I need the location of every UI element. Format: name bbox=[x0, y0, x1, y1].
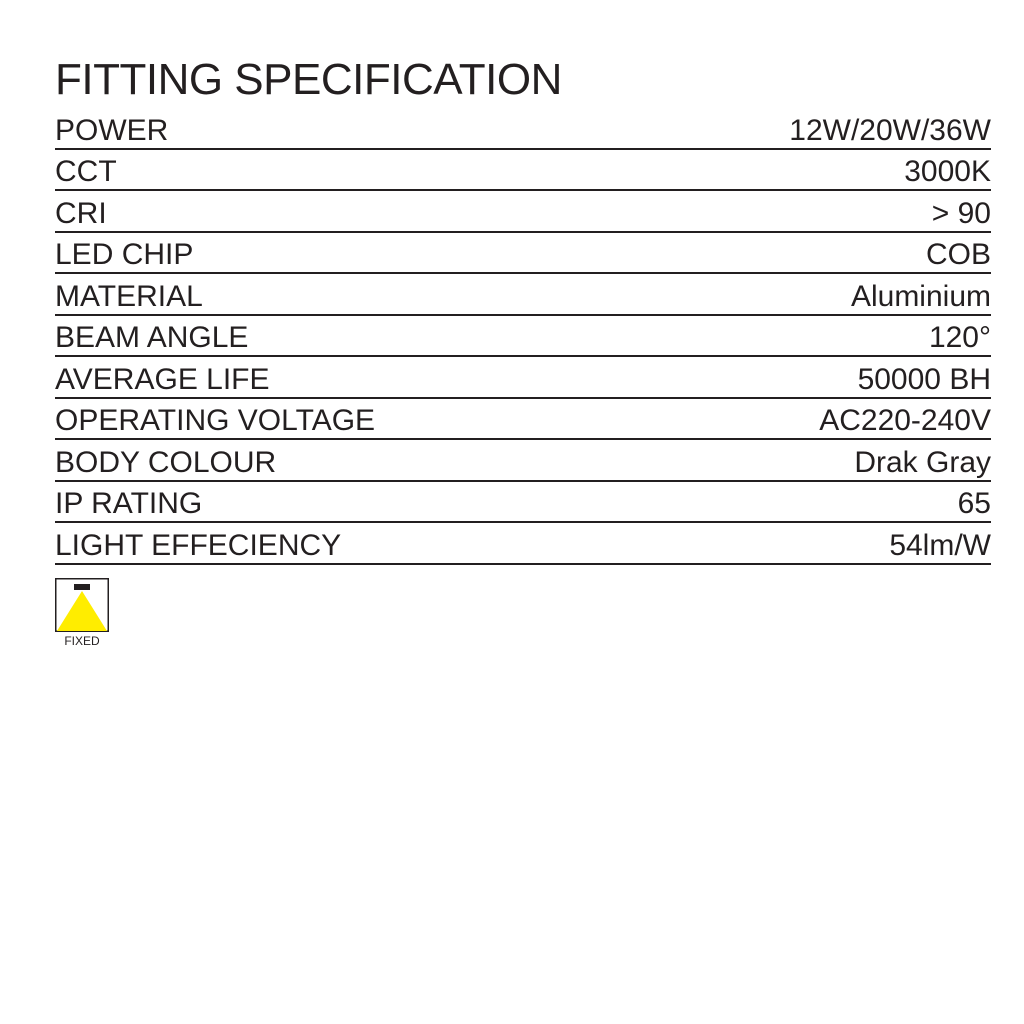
spec-value: 65 bbox=[957, 487, 991, 520]
spec-label: BODY COLOUR bbox=[55, 445, 277, 479]
spec-label: LIGHT EFFECIENCY bbox=[55, 528, 342, 562]
spec-row-cct bbox=[55, 150, 991, 192]
fixed-downlight-icon bbox=[55, 578, 109, 632]
spec-row-power bbox=[55, 108, 991, 150]
mount-type-badge bbox=[55, 578, 109, 648]
spec-label: MATERIAL bbox=[55, 279, 203, 313]
spec-value: Aluminium bbox=[850, 279, 991, 313]
spec-value: 50000 BH bbox=[857, 362, 991, 396]
spec-value: 54lm/W bbox=[889, 528, 991, 562]
spec-label: AVERAGE LIFE bbox=[55, 362, 270, 396]
spec-row-body-colour bbox=[55, 440, 991, 482]
spec-row-beam-angle bbox=[55, 316, 991, 358]
spec-row-led-chip bbox=[55, 233, 991, 275]
spec-row-light-efficiency bbox=[55, 523, 991, 565]
spec-label: CCT bbox=[55, 155, 117, 188]
spec-row-ip-rating bbox=[55, 482, 991, 524]
spec-value: COB bbox=[925, 238, 991, 271]
spec-label: POWER bbox=[55, 113, 169, 147]
spec-label: BEAM ANGLE bbox=[55, 321, 249, 354]
spec-row-material bbox=[55, 274, 991, 316]
spec-value: Drak Gray bbox=[854, 445, 991, 479]
mount-type-label: FIXED bbox=[64, 634, 100, 648]
spec-table bbox=[55, 108, 991, 565]
spec-label: LED CHIP bbox=[55, 238, 194, 271]
specification-sheet bbox=[55, 52, 991, 565]
spec-value: AC220-240V bbox=[819, 404, 991, 437]
spec-row-cri bbox=[55, 191, 991, 233]
spec-value: > 90 bbox=[931, 196, 991, 230]
spec-value: 3000K bbox=[904, 155, 991, 188]
spec-label: CRI bbox=[55, 196, 107, 230]
spec-value: 120° bbox=[928, 321, 991, 354]
spec-value: 12W/20W/36W bbox=[789, 113, 991, 147]
spec-row-operating-voltage bbox=[55, 399, 991, 441]
spec-label: IP RATING bbox=[55, 487, 203, 520]
spec-label: OPERATING VOLTAGE bbox=[55, 404, 376, 437]
page-title: FITTING SPECIFICATION bbox=[55, 55, 562, 104]
spec-row-average-life bbox=[55, 357, 991, 399]
